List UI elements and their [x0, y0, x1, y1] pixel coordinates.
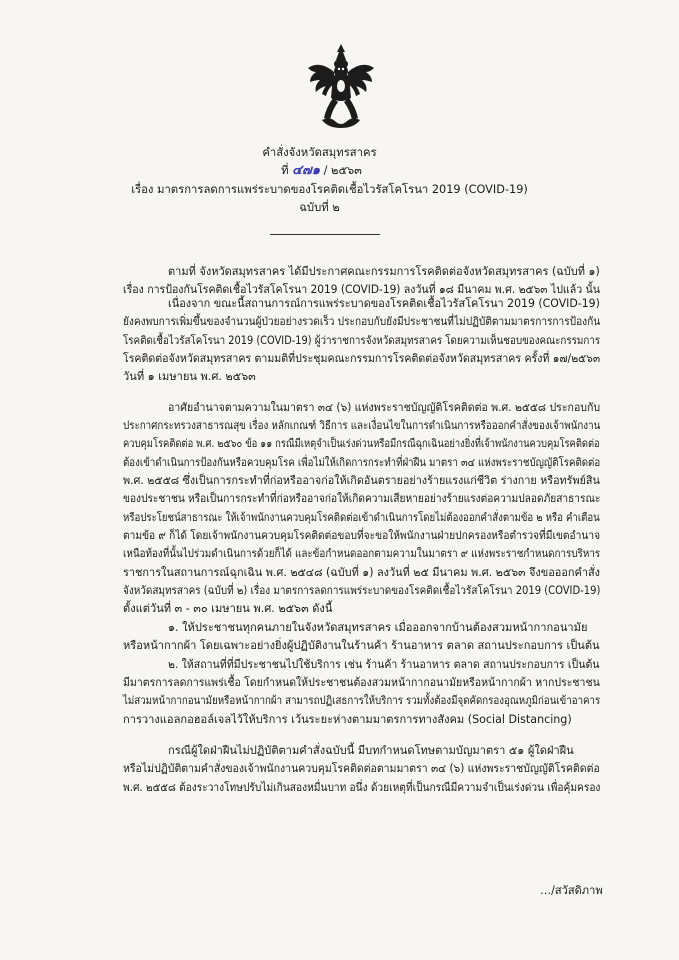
order-number-suffix: / ๒๕๖๓: [323, 164, 362, 177]
body-line: พ.ศ. ๒๕๕๘ ต้องระวางโทษปรับไม่เกินสองหมื่นบาท อนึ่ง ด้วยเหตุที่เป็นกรณีมีความจำเป็นเร่งด่วน เพื่อคุ้มครอง: [123, 781, 601, 794]
body-line: อาศัยอำนาจตามความในมาตรา ๓๔ (๖) แห่งพระราชบัญญัติโรคติดต่อ พ.ศ. ๒๕๕๘ ประกอบกับ: [168, 401, 601, 414]
order-issue: ฉบับที่ ๒: [299, 201, 340, 214]
body-line: ต้องเข้าดำเนินการป้องกันหรือควบคุมโรค เพื่อไม่ให้เกิดการกระทำที่ฝ่าฝืน มาตรา ๓๔ แห่งพระราชบัญญัติโรคติดต่อ: [123, 456, 601, 469]
order-subject: เรื่อง มาตรการลดการแพร่ระบาดของโรคติดเชื้อไวรัสโคโรนา 2019 (COVID-19): [131, 183, 528, 196]
body-line: ของประชาชน หรือเป็นการกระทำที่ก่อหรืออาจก่อให้เกิดความเสียหายอย่างร้ายแรงต่อความปลอดภัยสาธารณะ: [123, 492, 601, 505]
body-line: กรณีผู้ใดฝ่าฝืนไม่ปฏิบัติตามคำสั่งฉบับนี้ มีบทกำหนดโทษตามบัญมาตรา ๕๑ ผู้ใดฝ่าฝืน: [168, 744, 574, 757]
body-line: หรือหน้ากากผ้า โดยเฉพาะอย่างยิ่งผู้ปฏิบัติงานในร้านค้า ร้านอาหาร ตลาด สถานประกอบการ เป็นต้น: [123, 639, 600, 652]
body-line: โรคติดต่อจังหวัดสมุทรสาคร ตามมติที่ประชุมคณะกรรมการโรคติดต่อจังหวัดสมุทรสาคร ครั้งที่ ๑๗/๒๕๖๓: [123, 352, 601, 365]
body-line: การวางแอลกอฮอล์เจลไว้ให้บริการ เว้นระยะห่างตามมาตรการทางสังคม (Social Distancing): [123, 713, 572, 726]
body-line: ราชการในสถานการณ์ฉุกเฉิน พ.ศ. ๒๕๔๘ (ฉบับที่ ๑) ลงวันที่ ๒๕ มีนาคม พ.ศ. ๒๕๖๓ จึงขอออกคำสั่ง: [123, 566, 600, 579]
order-title: คำสั่งจังหวัดสมุทรสาคร: [262, 146, 377, 159]
garuda-emblem-icon: [306, 42, 376, 128]
body-line: ๑. ให้ประชาชนทุกคนภายในจังหวัดสมุทรสาคร เมื่อออกจากบ้านต้องสวมหน้ากากอนามัย: [168, 621, 588, 634]
body-line: ไม่สวมหน้ากากอนามัยหรือหน้ากากผ้า สามารถปฏิเสธการให้บริการ รวมทั้งต้องมีจุดคัดกรองอุณหภูมิก่อนเข้าอาคาร: [123, 694, 601, 707]
order-number: [0, 163, 661, 179]
body-line: ควบคุมโรคติดต่อ พ.ศ. ๒๕๖๐ ข้อ ๑๑ กรณีมีเหตุจำเป็นเร่งด่วนหรือมีกรณีฉุกเฉินอย่างยิ่งที่เจ้าพนักงานควบคุมโรคติดต่อ: [123, 437, 600, 450]
body-line: โรคติดเชื้อไวรัสโคโรนา 2019 (COVID-19) ผู้ว่าราชการจังหวัดสมุทรสาคร โดยความเห็นชอบของคณะกรรมการ: [123, 334, 601, 347]
body-line: เนื่องจาก ขณะนี้สถานการณ์การแพร่ระบาดของโรคติดเชื้อไวรัสโคโรนา 2019 (COVID-19): [168, 297, 600, 310]
body-line: ๒. ให้สถานที่ที่มีประชาชนไปใช้บริการ เช่น ร้านค้า ร้านอาหาร ตลาด สถานประกอบการ เป็นต้น: [168, 658, 600, 671]
body-line: พ.ศ. ๒๕๕๘ ซึ่งเป็นการกระทำที่ก่อหรืออาจก่อให้เกิดอันตรายอย่างร้ายแรงแก่ชีวิต ร่างกาย หรือทรัพย์สิน: [123, 474, 600, 487]
body-line: ตามที่ จังหวัดสมุทรสาคร ได้มีประกาศคณะกรรมการโรคติดต่อจังหวัดสมุทรสาคร (ฉบับที่ ๑): [168, 265, 600, 278]
order-number-handwritten: ๔๗๑: [292, 163, 321, 178]
continuation-marker: …/สวัสดิภาพ: [540, 884, 603, 897]
body-line: จังหวัดสมุทรสาคร (ฉบับที่ ๒) เรื่อง มาตรการลดการแพร่ระบาดของโรคติดเชื้อไวรัสโคโรนา 2019 (COVID-19): [123, 584, 601, 597]
order-number-prefix: ที่: [281, 164, 289, 177]
body-line: วันที่ ๑ เมษายน พ.ศ. ๒๕๖๓: [123, 370, 256, 383]
body-line: มีมาตรการลดการแพร่เชื้อ โดยกำหนดให้ประชาชนต้องสวมหน้ากากอนามัยหรือหน้ากากผ้า หากประชาชน: [123, 676, 600, 689]
body-line: หรือประโยชน์สาธารณะ ให้เจ้าพนักงานควบคุมโรคติดต่อเข้าดำเนินการโดยไม่ต้องออกคำสั่งตามข้อ ๒ หรือ คำเตือน: [123, 511, 600, 524]
body-line: ประกาศกระทรวงสาธารณสุข เรื่อง หลักเกณฑ์ วิธีการ และเงื่อนไขในการดำเนินการหรือออกคำสั่งของเจ้าพนักงาน: [123, 419, 601, 432]
body-line: ตามข้อ ๙ ก็ได้ โดยเจ้าพนักงานควบคุมโรคติดต่อขอบที่จะขอให้พนักงานฝ่ายปกครองหรือตำรวจที่มีเขตอำนาจ: [123, 529, 601, 542]
body-line: เหนือท้องที่นั้นไปร่วมดำเนินการด้วยก็ได้ และข้อกำหนดออกตามความในมาตรา ๙ แห่งพระราชกำหนดการบริหาร: [123, 547, 601, 560]
body-line: หรือไม่ปฏิบัติตามคำสั่งของเจ้าพนักงานควบคุมโรคติดต่อตามมาตรา ๓๔ (๖) แห่งพระราชบัญญัติโรคติดต่อ: [123, 762, 600, 775]
body-line: ตั้งแต่วันที่ ๓ - ๓๐ เมษายน พ.ศ. ๒๕๖๓ ดังนี้: [123, 602, 333, 615]
header-divider: [270, 234, 380, 235]
body-line: ยังคงพบการเพิ่มขึ้นของจำนวนผู้ป่วยอย่างรวดเร็ว ประกอบกับยังมีประชาชนที่ไม่ปฏิบัติตามมาตรการการป้องกัน: [123, 315, 601, 328]
body-line: เรื่อง การป้องกันโรคติดเชื้อไวรัสโคโรนา 2019 (COVID-19) ลงวันที่ ๑๘ มีนาคม พ.ศ. ๒๕๖๓ ไปแล้ว นั้น: [123, 283, 601, 296]
